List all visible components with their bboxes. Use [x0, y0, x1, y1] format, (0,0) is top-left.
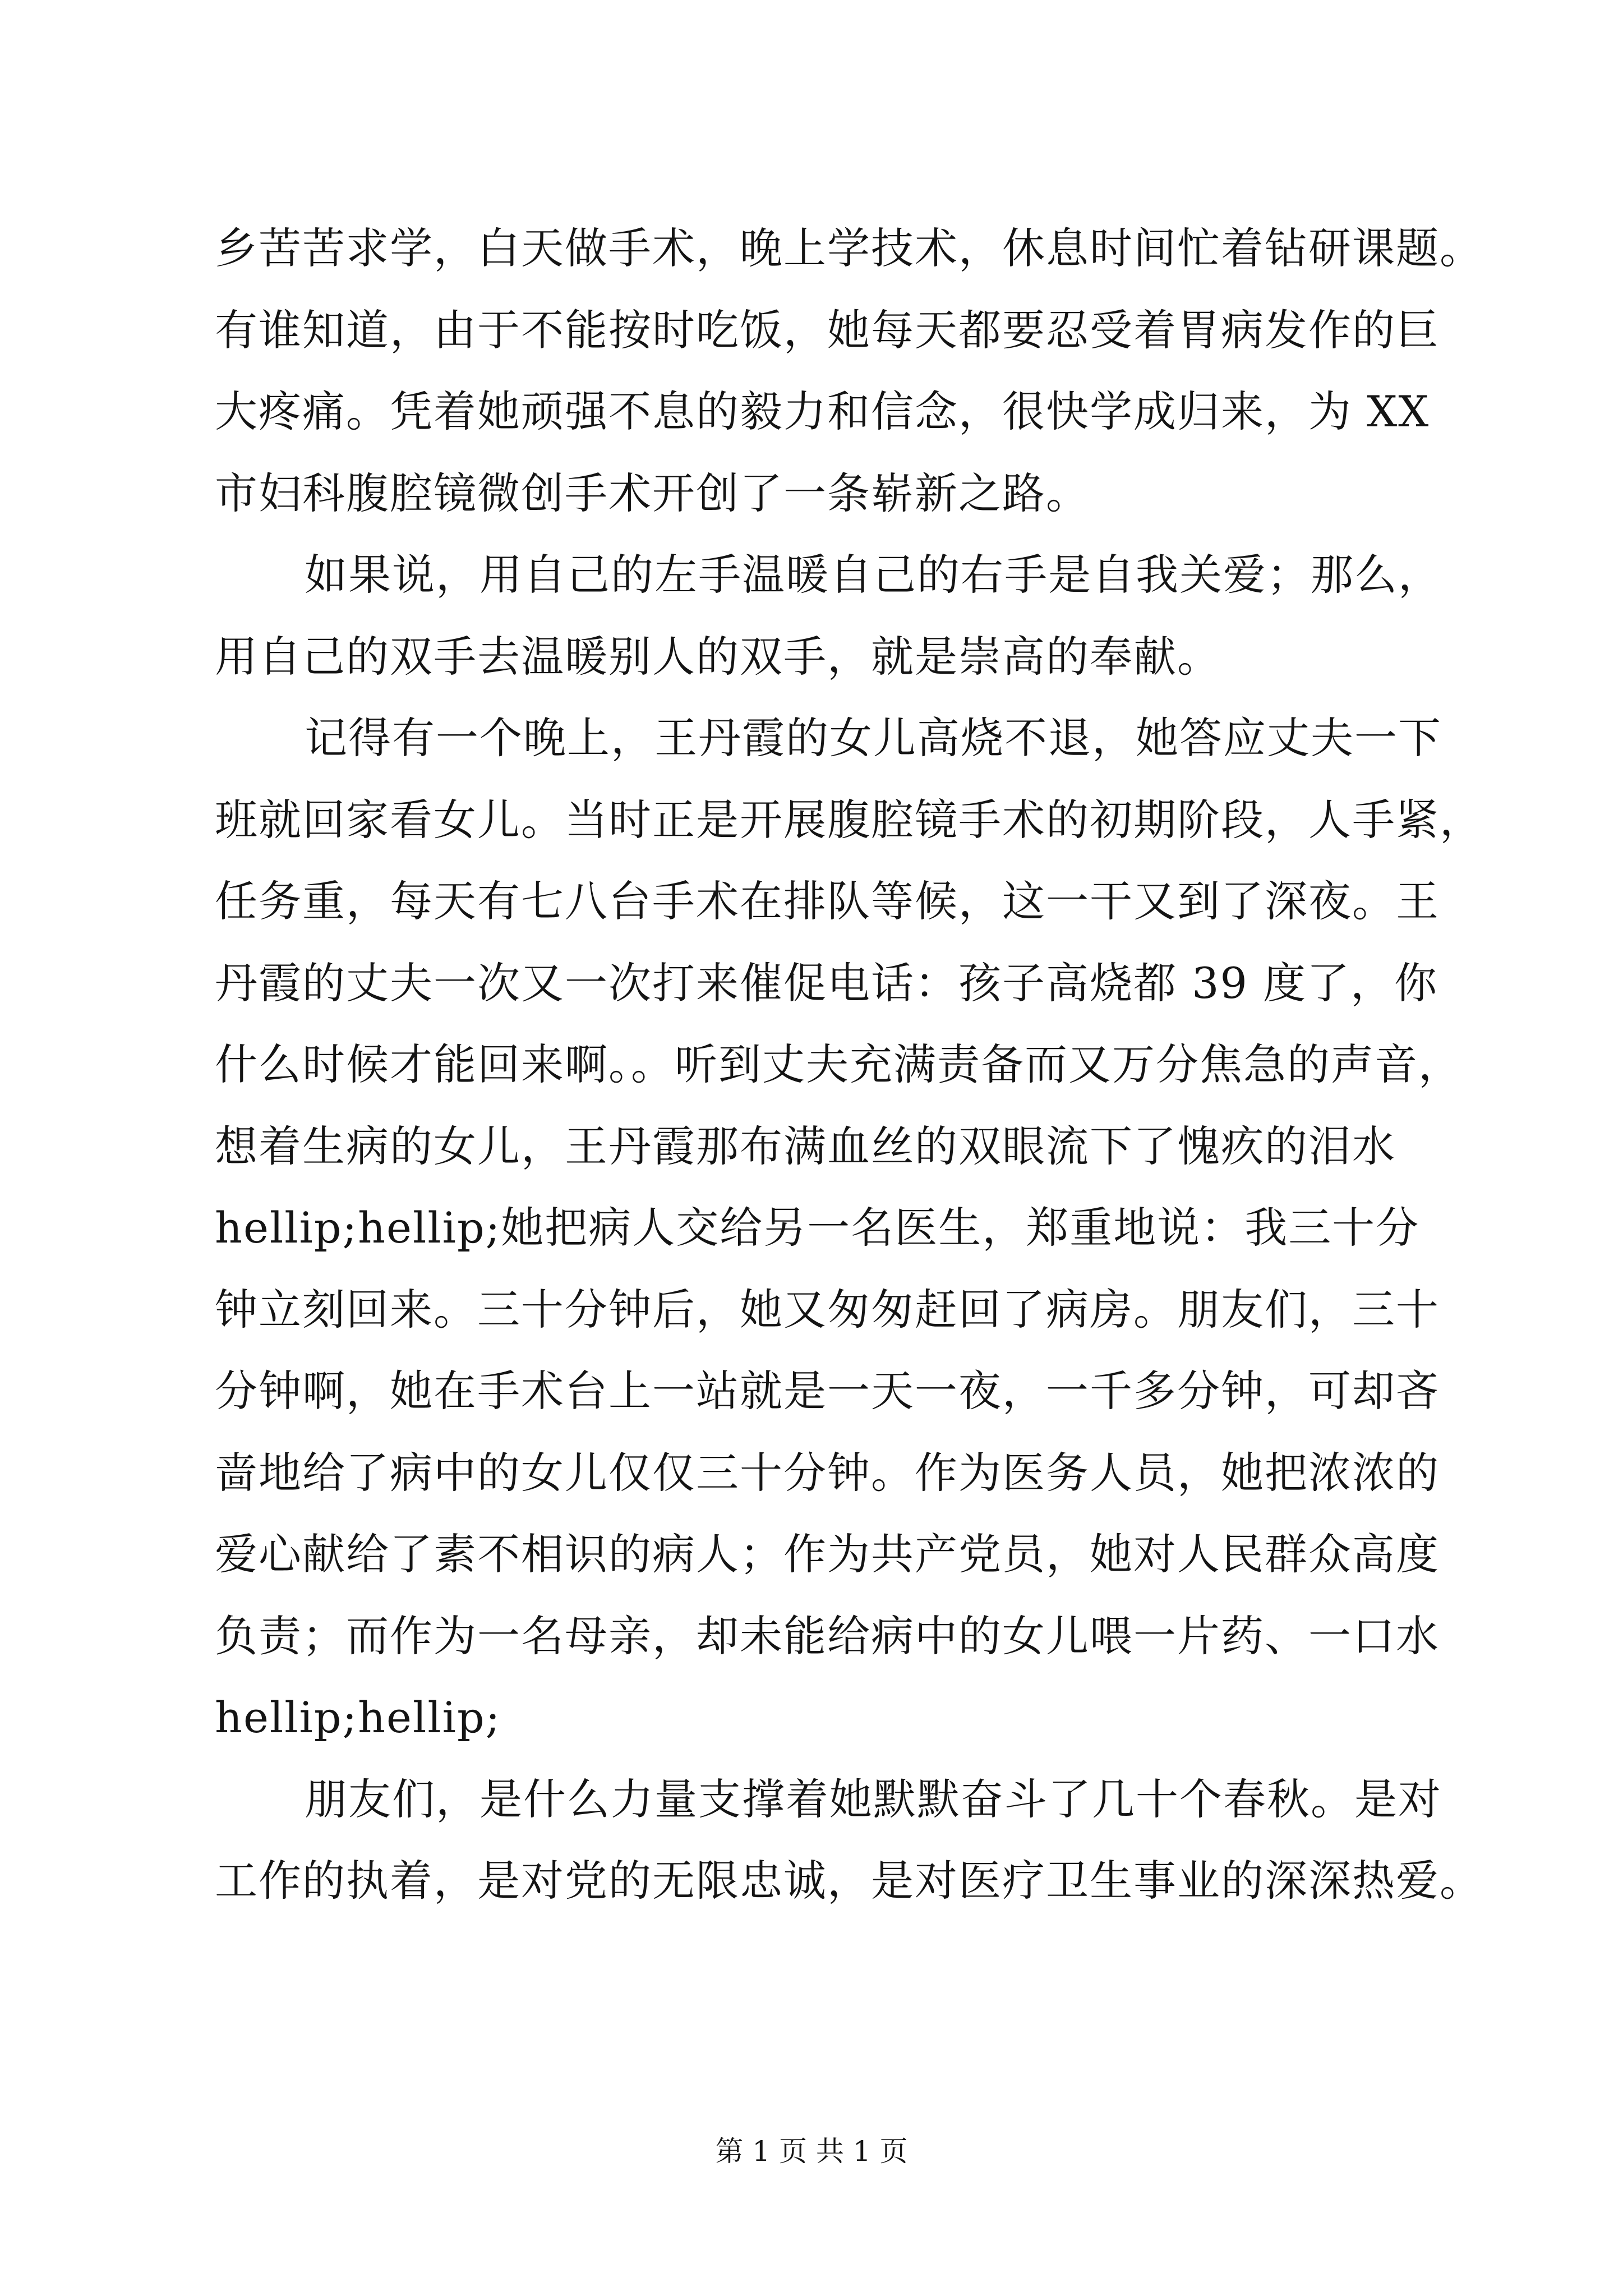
text-line: 爱心献给了素不相识的病人；作为共产党员，她对人民群众高度: [215, 1529, 1440, 1579]
text-line: 丹霞的丈夫一次又一次打来催促电话：孩子高烧都 39 度了，你: [215, 958, 1438, 1008]
text-line: 钟立刻回来。三十分钟后，她又匆匆赶回了病房。朋友们，三十: [215, 1284, 1440, 1335]
text-line: 负责；而作为一名母亲，却未能给病中的女儿喂一片药、一口水: [215, 1611, 1440, 1661]
text-line: 想着生病的女儿，王丹霞那布满血丝的双眼流下了愧疚的泪水: [215, 1121, 1396, 1171]
page-footer: 第 1 页 共 1 页: [715, 2135, 908, 2168]
document-body: [215, 208, 1483, 1922]
text-line: 朋友们，是什么力量支撑着她默默奋斗了几十个春秋。是对: [305, 1774, 1442, 1824]
text-line: hellip;hellip;她把病人交给另一名医生，郑重地说：我三十分: [215, 1203, 1420, 1253]
text-line: 啬地给了病中的女儿仅仅三十分钟。作为医务人员，她把浓浓的: [215, 1447, 1440, 1498]
text-line: hellip;hellip;: [215, 1692, 501, 1742]
text-line: 记得有一个晚上，王丹霞的女儿高烧不退，她答应丈夫一下: [305, 713, 1442, 763]
text-line: 大疼痛。凭着她顽强不息的毅力和信念，很快学成归来，为 XX: [215, 386, 1430, 436]
text-line: 任务重，每天有七八台手术在排队等候，这一干又到了深夜。王: [215, 876, 1440, 926]
text-line: 市妇科腹腔镜微创手术开创了一条崭新之路。: [215, 468, 1090, 518]
text-line: 什么时候才能回来啊。。听到丈夫充满责备而又万分焦急的声音，: [215, 1039, 1462, 1089]
text-line: 如果说，用自己的左手温暖自己的右手是自我关爱；那么，: [305, 550, 1442, 600]
text-line: 班就回家看女儿。当时正是开展腹腔镜手术的初期阶段，人手紧，: [215, 794, 1483, 845]
text-line: 有谁知道，由于不能按时吃饭，她每天都要忍受着胃病发作的巨: [215, 305, 1440, 355]
text-line: 分钟啊，她在手术台上一站就是一天一夜，一千多分钟，可却吝: [215, 1366, 1440, 1416]
text-line: 工作的执着，是对党的无限忠诚，是对医疗卫生事业的深深热爱。: [215, 1856, 1483, 1906]
text-line: 用自己的双手去温暖别人的双手，就是崇高的奉献。: [215, 631, 1221, 682]
text-line: 乡苦苦求学，白天做手术，晚上学技术，休息时间忙着钻研课题。: [215, 223, 1483, 273]
